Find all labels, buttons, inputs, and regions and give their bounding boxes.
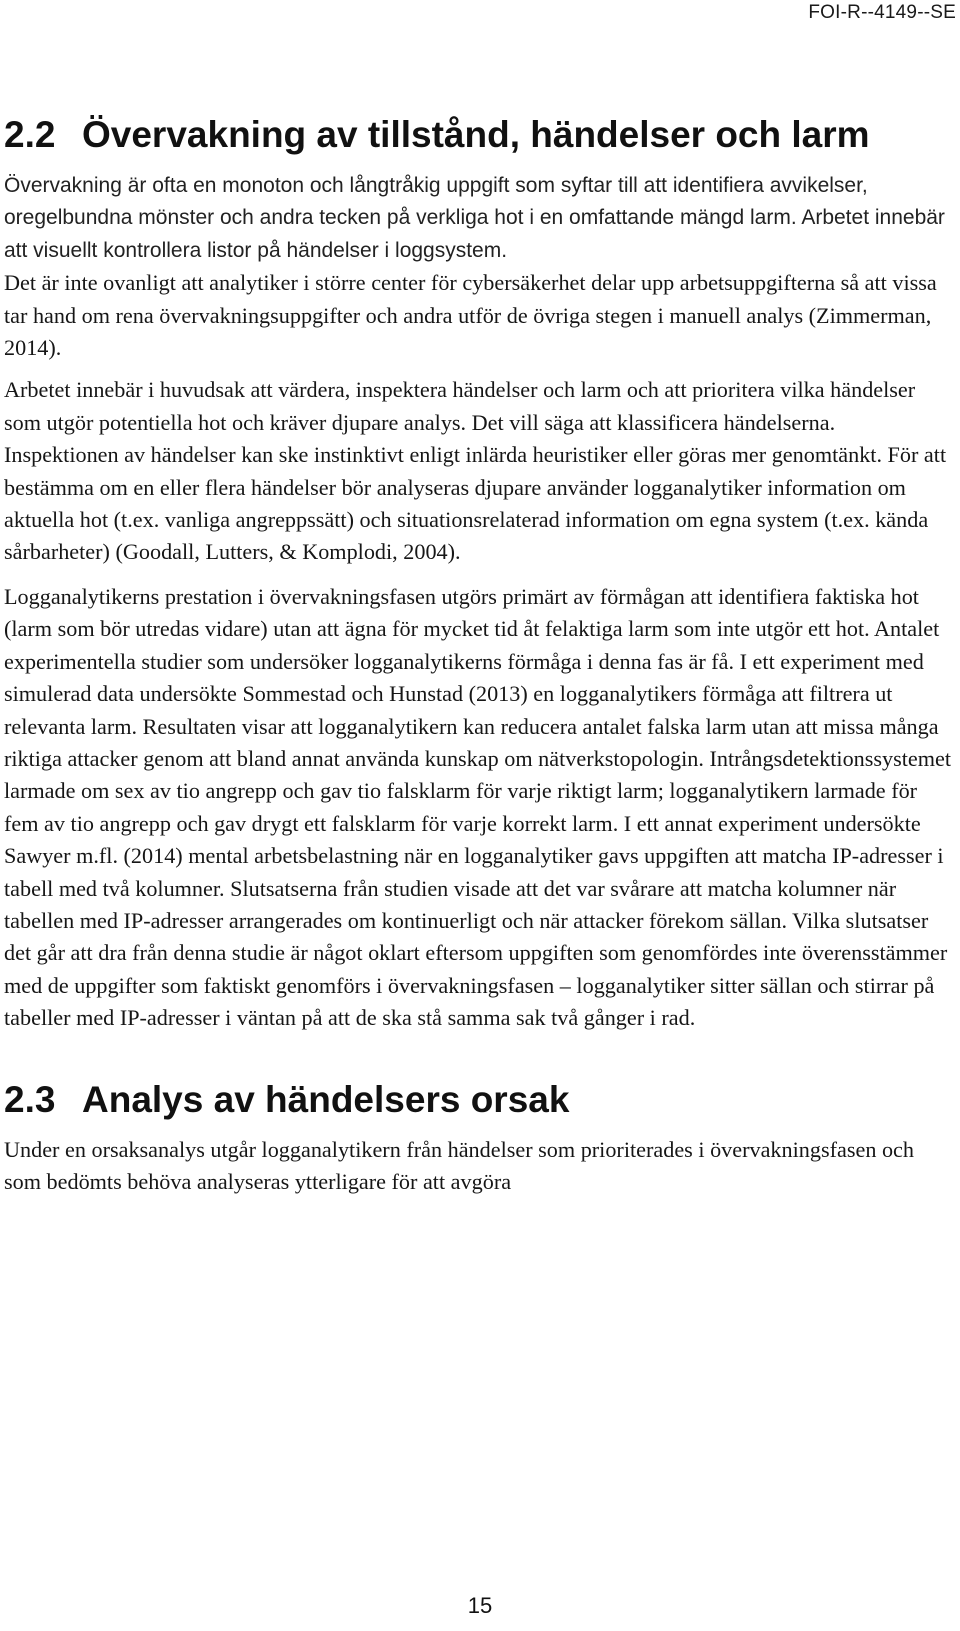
page-content	[4, 110, 954, 1198]
paragraph-intro	[4, 170, 954, 267]
section-title: Övervakning av tillstånd, händelser och larm	[82, 114, 870, 155]
paragraph-intro-part-2: Det är inte ovanligt att analytiker i större center för cybersäkerhet delar upp arbetsuppgifterna så att vissa tar hand om rena övervakningsuppgifter och andra utför de övriga stegen i manuell analys (Zimmerman, 2014).	[4, 270, 937, 361]
report-code: FOI-R--4149--SE	[808, 2, 956, 23]
paragraph-performance: Logganalytikerns prestation i övervakningsfasen utgörs primärt av förmågan att identifiera faktiska hot (larm som bör utredas vidare) utan att ägna för mycket tid åt felaktiga larm som inte utgör ett hot. Antalet experimentella studier som undersöker logganalytikerns förmåga i denna fas är få. I ett experiment med simulerad data undersökte Sommestad och Hunstad (2013) en logganalytikers förmåga att filtrera ut relevanta larm. Resultaten visar att logganalytikern kan reducera antalet falska larm utan att missa många riktiga attacker genom att bland annat använda kunskap om nätverkstopologin. Intrångsdetektionssystemet larmade om sex av tio angrepp och gav tio falsklarm för varje riktigt larm; logganalytikern larmade för fem av tio angrepp och gav drygt ett falsklarm för varje korrekt larm. I ett annat experiment undersökte Sawyer m.fl. (2014) mental arbetsbelastning när en logganalytiker gavs uppgiften att matcha IP-adresser i tabell med två kolumner. Slutsatserna från studien visade att det var svårare att matcha kolumner när tabellen med IP-adresser arrangerades om kontinuerligt och när attacker förekom sällan. Vilka slutsatser det går att dra från denna studie är något oklart eftersom uppgiften som genomfördes inte överensstämmer med de uppgifter som faktiskt genomförs i övervakningsfasen – logganalytiker sitter sällan och stirrar på tabeller med IP-adresser i väntan på att de ska stå samma sak två gånger i rad.	[4, 583, 952, 1031]
section-number: 2.2	[4, 114, 56, 155]
section-title: Analys av händelsers orsak	[82, 1078, 570, 1120]
paragraph-intro-part-1: Övervakning är ofta en monoton och långtråkig uppgift som syftar till att identifiera avvikelser, oregelbundna mönster och andra tecken på verkliga hot i en omfattande mängd larm. Arbetet innebär att visuellt kontrollera listor på händelser i loggsystem.	[4, 174, 945, 262]
section-heading-2-3	[4, 1075, 954, 1124]
page-number: 15	[467, 1593, 493, 1618]
section-heading-2-2	[4, 110, 954, 159]
section-number: 2.3	[4, 1078, 56, 1120]
paragraph-cause-analysis: Under en orsaksanalys utgår logganalytikern från händelser som prioriterades i övervakningsfasen och som bedömts behöva analyseras ytterligare för att avgöra	[4, 1136, 915, 1194]
paragraph-classification: Arbetet innebär i huvudsak att värdera, inspektera händelser och larm och att prioritera vilka händelser som utgör potentiella hot och kräver djupare analys. Det vill säga att klassificera händelserna. Inspektionen av händelser kan ske instinktivt enligt inlärda heuristiker eller göras mer genomtänkt. För att bestämma om en eller flera händelser bör analyseras djupare använder logganalytiker information om aktuella hot (t.ex. vanliga angreppssätt) och situationsrelaterad information om egna system (t.ex. kända sårbarheter) (Goodall, Lutters, & Komplodi, 2004).	[4, 377, 947, 565]
paragraph-intro-continued	[4, 267, 954, 364]
